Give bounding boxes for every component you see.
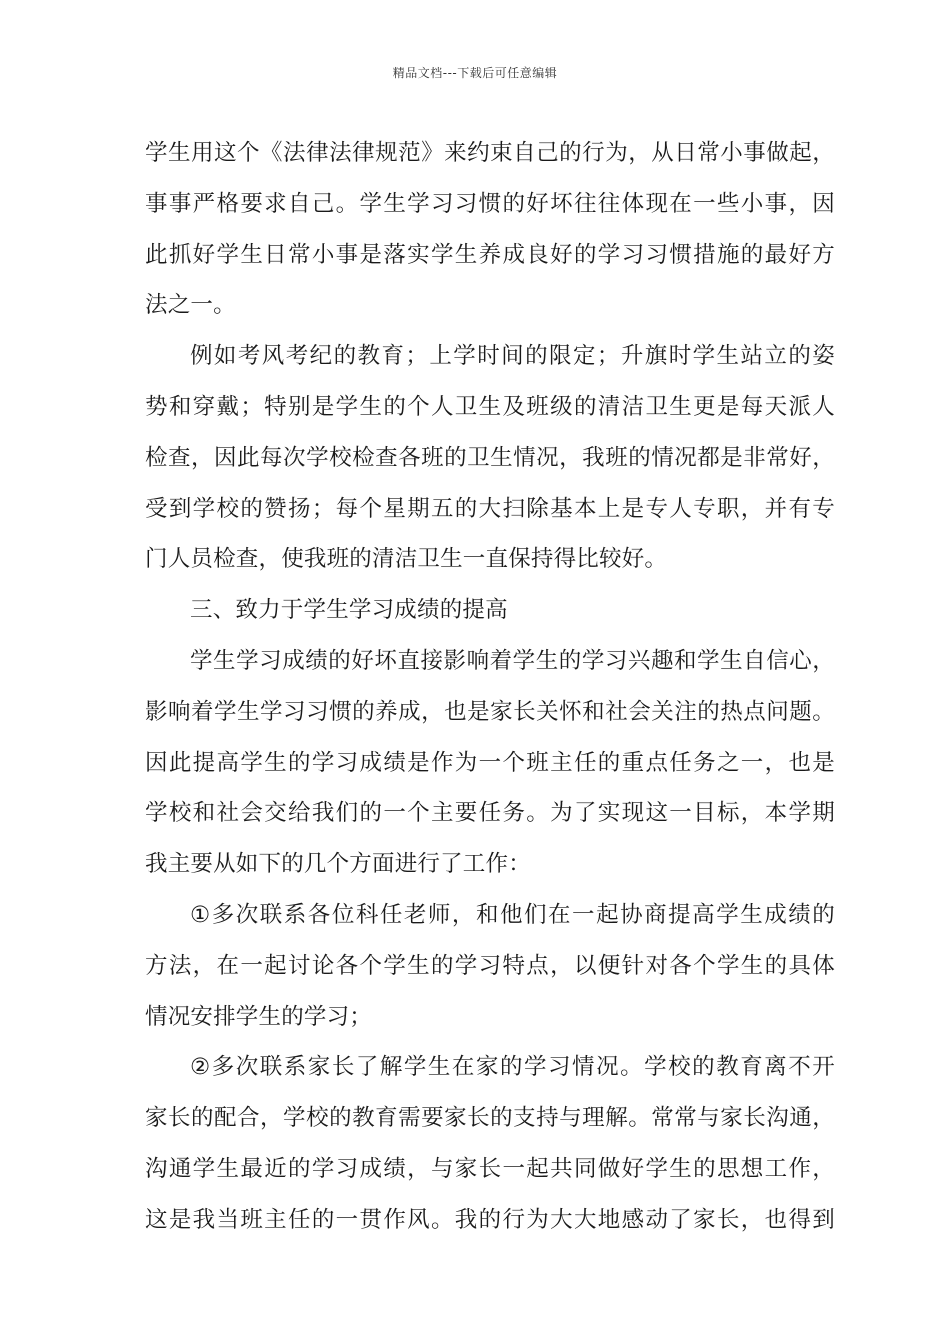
text-line: 影响着学生学习习惯的养成，也是家长关怀和社会关注的热点问题。 — [145, 698, 835, 725]
text-line: 门人员检查，使我班的清洁卫生一直保持得比较好。 — [145, 546, 668, 573]
text-line: 事事严格要求自己。学生学习习惯的好坏往往体现在一些小事，因 — [145, 190, 835, 217]
text-line: 学生学习成绩的好坏直接影响着学生的学习兴趣和学生自信心， — [190, 647, 835, 674]
text-line: ①多次联系各位科任老师，和他们在一起协商提高学生成绩的 — [190, 901, 835, 928]
text-line: 受到学校的赞扬；每个星期五的大扫除基本上是专人专职，并有专 — [145, 495, 835, 522]
text-line: 情况安排学生的学习； — [145, 1003, 373, 1030]
text-line: 三、致力于学生学习成绩的提高 — [190, 597, 508, 624]
text-line: 此抓好学生日常小事是落实学生养成良好的学习习惯措施的最好方 — [145, 241, 835, 268]
text-line: 因此提高学生的学习成绩是作为一个班主任的重点任务之一，也是 — [145, 749, 835, 776]
text-line: 学校和社会交给我们的一个主要任务。为了实现这一目标，本学期 — [145, 800, 835, 827]
text-line: 沟通学生最近的学习成绩，与家长一起共同做好学生的思想工作， — [145, 1155, 835, 1182]
body-text — [145, 128, 835, 1246]
text-line: 学生用这个《法律法律规范》来约束自己的行为，从日常小事做起， — [145, 140, 835, 166]
text-line: 方法，在一起讨论各个学生的学习特点，以便针对各个学生的具体 — [145, 952, 835, 979]
text-line: 家长的配合，学校的教育需要家长的支持与理解。常常与家长沟通， — [145, 1105, 835, 1132]
text-line: 检查，因此每次学校检查各班的卫生情况，我班的情况都是非常好， — [145, 444, 835, 471]
text-line: ②多次联系家长了解学生在家的学习情况。学校的教育离不开 — [190, 1054, 835, 1081]
text-line: 法之一。 — [145, 292, 236, 319]
text-line: 势和穿戴；特别是学生的个人卫生及班级的清洁卫生更是每天派人 — [145, 393, 835, 420]
page-header: 精品文档---下载后可任意编辑 — [392, 66, 558, 80]
text-line: 这是我当班主任的一贯作风。我的行为大大地感动了家长，也得到 — [145, 1206, 835, 1233]
text-line: 我主要从如下的几个方面进行了工作： — [145, 851, 531, 878]
text-line: 例如考风考纪的教育；上学时间的限定；升旗时学生站立的姿 — [190, 343, 835, 370]
